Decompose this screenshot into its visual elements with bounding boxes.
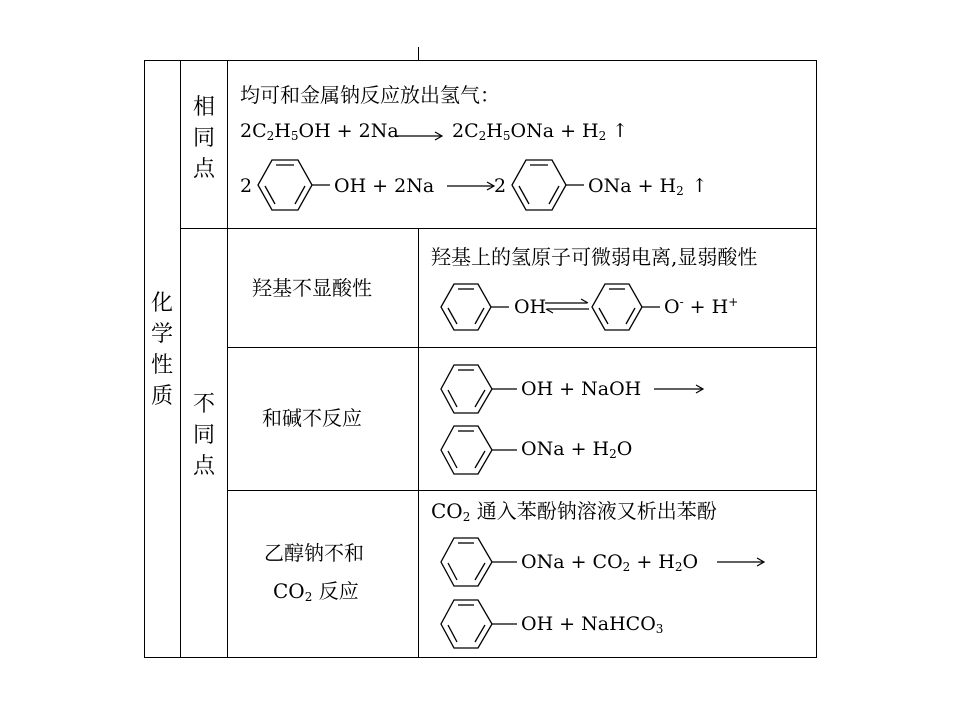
gas-up-arrow-icon: ↑ [691, 175, 708, 197]
benzene-ring-icon [441, 536, 521, 588]
table-col-divider-2 [227, 60, 228, 658]
ethanol-sodium-equation-left: $2C_2H_5OH + 2Na$ [240, 120, 399, 143]
co2-phenoxide-heading: $CO_2$ 通入苯酚钠溶液又析出苯酚 [431, 499, 717, 524]
same-points-header: 相同点 [192, 95, 215, 182]
phenol-ionization-left: OH [514, 296, 547, 318]
phenoxide-co2-equation: ONa + $CO_2 + H_2O$ [521, 551, 699, 574]
phenol-ionization-right: O- + H+ [664, 295, 739, 318]
benzene-ring-icon [441, 282, 511, 332]
phenol-naoh-equation: OH + NaOH [521, 378, 642, 400]
equilibrium-arrow-icon [545, 299, 591, 313]
table-row-divider-1 [180, 228, 817, 229]
phenol-weak-acid-heading: 羟基上的氢原子可微弱电离,显弱酸性 [431, 245, 758, 269]
benzene-ring-icon [441, 363, 521, 415]
ethanol-no-base-reaction: 和碱不反应 [262, 406, 362, 430]
phenol-sodium-coefficient-1: 2 [240, 175, 253, 197]
benzene-ring-icon [592, 282, 662, 332]
table-col-divider-3 [418, 228, 419, 658]
benzene-ring-icon [441, 598, 521, 650]
table-border-bottom [144, 657, 817, 658]
sodium-phenoxide-product: ONa + $H_2O$ [521, 438, 633, 461]
table-top-tick [418, 47, 419, 60]
reaction-arrow-icon [717, 557, 767, 567]
phenol-bicarbonate-product: OH + NaHCO$_3$ [521, 613, 664, 636]
table-row-divider-3 [227, 490, 817, 491]
reaction-arrow-icon [395, 131, 445, 141]
table-border-right [816, 60, 817, 658]
benzene-ring-icon [258, 158, 328, 212]
same-points-heading: 均可和金属钠反应放出氢气： [240, 83, 500, 107]
phenol-sodium-coefficient-2: 2 [494, 175, 507, 197]
sodium-ethoxide-co2-line1: 乙醇钠不和 [264, 541, 364, 565]
gas-up-arrow-icon: ↑ [612, 120, 629, 142]
row-header-chemical-properties: 化学性质 [150, 291, 173, 409]
benzene-ring-icon [512, 158, 582, 212]
ethanol-hydroxyl-not-acidic: 羟基不显酸性 [252, 276, 372, 300]
reaction-arrow-icon [654, 384, 706, 394]
table-border-left [144, 60, 145, 658]
benzene-ring-icon [441, 424, 521, 476]
table-border-top [144, 60, 817, 61]
reaction-arrow-icon [447, 181, 497, 191]
different-points-header: 不同点 [192, 392, 215, 479]
ethanol-sodium-equation-right: $2C_2H_5ONa + H_2$ ↑ [452, 120, 629, 143]
phenol-sodium-equation-right: ONa + $H_2$ ↑ [588, 175, 708, 198]
table-row-divider-2 [227, 347, 817, 348]
phenol-sodium-equation-left: OH + 2Na [334, 175, 435, 197]
sodium-ethoxide-co2-line2: $CO_2$ 反应 [273, 579, 359, 604]
table-col-divider-1 [180, 60, 181, 658]
